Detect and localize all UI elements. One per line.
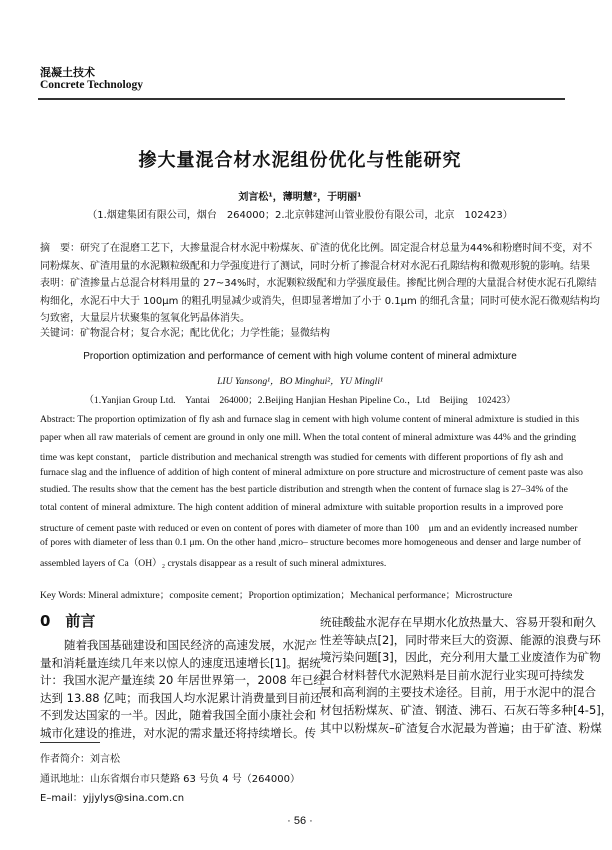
text-line: 构细化，水泥石中大于 100μm 的粗孔明显减少或消失，但即显著增加了小于 0.1μm 的细孔含量；同时可使水泥石微观结构均 <box>40 295 600 307</box>
footnote-email: E–mail：yjjylys@sina.com.cn <box>40 793 185 804</box>
journal-name-cn: 混凝土技术 <box>40 66 95 79</box>
paper-title-en: Proportion optimization and performance of cement with high volume content of mineral admixture <box>83 351 517 362</box>
affiliation-en: （1.Yanjian Group Ltd. Yantai 264000；2.Beijing Hanjian Heshan Pipeline Co.，Ltd Beijing 102423） <box>84 395 516 406</box>
keywords-en: Key Words: Mineral admixture；composite cement；Proportion optimization；Mechanical performance；Microstructure <box>40 590 513 601</box>
authors-cn: 刘言松¹，薄明慧²，于明丽¹ <box>238 192 362 203</box>
text-line: 统硅酸盐水泥存在早期水化放热量大、容易开裂和耐久 <box>320 615 596 629</box>
text-line: studied. The results show that the cement has the best particle distribution and strength when the content of furnace slag is 27–34% of the <box>40 484 568 496</box>
text-line: 达到 13.88 亿吨；而我国人均水泥累计消费量到目前还 <box>40 690 322 705</box>
text-line: 同粉煤灰、矿渣用量的水泥颗粒级配和力学强度进行了测试，同时分析了掺混合材对水泥石孔隙结构和微观形貌的影响。结果 <box>40 260 590 272</box>
footnote-author: 作者简介：刘言松 <box>40 754 120 765</box>
page-number: · 56 · <box>287 815 313 827</box>
text-line: 性差等缺点[2]，同时带来巨大的资源、能源的浪费与环 <box>320 632 601 647</box>
text-line: 境污染问题[3]，因此，充分利用大量工业废渣作为矿物 <box>320 650 601 665</box>
text-line: assembled layers of Ca（OH）₂ crystals disappear as a result of such mineral admixtures. <box>40 557 387 569</box>
text-line: 混合材料替代水泥熟料是目前水泥行业实现可持续发 <box>320 667 585 682</box>
footnote-rule <box>40 742 100 743</box>
text-line: 计：我国水泥产量连续 20 年居世界第一，2008 年已经 <box>40 673 325 688</box>
text-line: furnace slag and the influence of addition of high content of mineral admixture on pore structure and microstructure of cement paste was also <box>40 466 583 478</box>
keywords-cn: 关键词：矿物混合材；复合水泥；配比优化；力学性能；显微结构 <box>40 328 330 339</box>
text-line: Abstract: The proportion optimization of fly ash and furnace slag in cement with high volume content of mineral admixture is studied in this <box>40 414 580 425</box>
footnote-address: 通讯地址：山东省烟台市只楚路 63 号负 4 号（264000） <box>40 774 300 785</box>
authors-en: LIU Yansong¹，BO Minghui²，YU Mingli¹ <box>217 376 383 387</box>
text-line: 表明：矿渣掺量占总混合材料用量的 27~34%时，水泥颗粒级配和力学强度最佳。掺配比例合理的大量混合材使水泥石孔隙结 <box>40 278 597 289</box>
text-line: 摘 要：研究了在混磨工艺下，大掺量混合材水泥中粉煤灰、矿渣的优化比例。固定混合材总量为44%和粉磨时间不变，对不 <box>40 243 593 254</box>
paper-title-cn: 掺大量混合材水泥组份优化与性能研究 <box>138 150 462 171</box>
text-line: structure of cement paste with reduced or even on content of pores with diameter of more than 100 μm and an evidently increased number <box>40 522 578 534</box>
text-line: 不到发达国家的一半。因此，随着我国全面小康社会和 <box>40 708 316 723</box>
text-line: paper when all raw materials of cement are ground in only one mill. When the total content of mineral admixture was 44% and the grinding <box>40 431 577 443</box>
text-line: 匀致密，大量层片状聚集的氢氧化钙晶体消失。 <box>40 313 250 324</box>
text-line: of pores with diameter of less than 0.1 μm. On the other hand ,micro– structure becomes more homogeneous and denser and large number of <box>40 537 581 549</box>
text-line: 城市化建设的推进，对水泥的需求量还将持续增长。传 <box>40 726 316 740</box>
text-line: 材包括粉煤灰、矿渣、钢渣、沸石、石灰石等多种[4-5]， <box>320 703 612 717</box>
text-line: 量和消耗量连续几年来以惊人的速度迅速增长[1]。据统 <box>40 655 321 670</box>
text-line: 其中以粉煤灰–矿渣复合水泥最为普遍；由于矿渣、粉煤 <box>320 720 602 735</box>
text-line: 展和高利润的主要技术途径。目前，用于水泥中的混合 <box>320 685 596 700</box>
header-rule <box>38 98 565 100</box>
affiliation-cn: （1.烟建集团有限公司，烟台 264000；2.北京韩建河山管业股份有限公司，北京 102423） <box>87 210 513 221</box>
text-line: total content of mineral admixture. The high content addition of mineral admixture with suitable proportion results in a improved pore <box>40 502 563 513</box>
journal-name-en: Concrete Technology <box>40 79 143 91</box>
section-heading: 0 前言 <box>40 612 96 630</box>
text-line: time was kept constant， particle distribution and mechanical strength was studied for cements with different proportions of fly ash and <box>40 452 563 464</box>
text-line: 随着我国基础建设和国民经济的高速发展，水泥产 <box>64 638 317 652</box>
